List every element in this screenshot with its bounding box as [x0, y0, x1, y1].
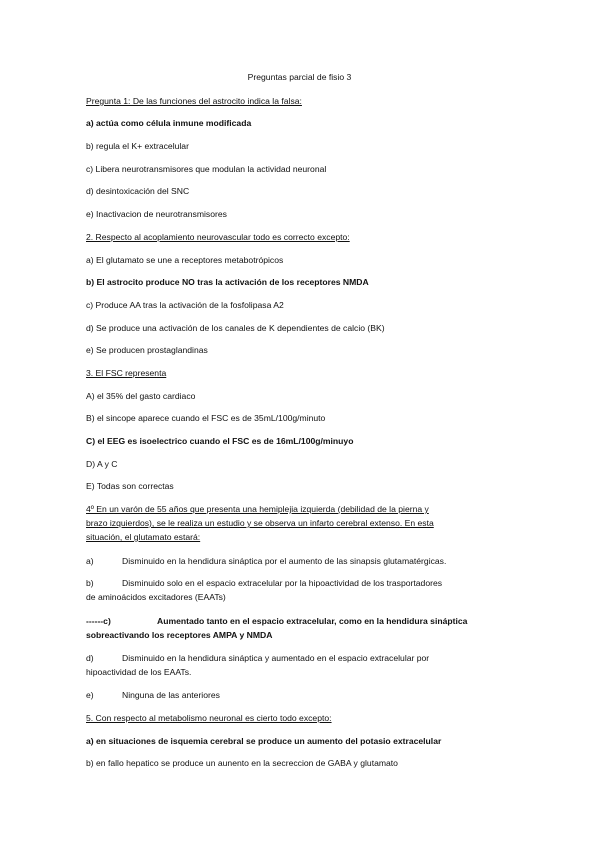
- question-4-option-d-label: d): [86, 653, 94, 663]
- question-4-option-e-label: e): [86, 690, 94, 700]
- question-4-heading-line-2: brazo izquierdos), se le realiza un estudio y se observa un infarto cerebral extenso. En esta: [86, 518, 434, 528]
- question-5-option-a: a) en situaciones de isquemia cerebral se produce un aumento del potasio extracelular: [86, 736, 442, 746]
- question-2-option-e: e) Se producen prostaglandinas: [86, 345, 208, 355]
- question-2-option-d: d) Se produce una activación de los canales de K dependientes de calcio (BK): [86, 323, 385, 333]
- question-1-option-b: b) regula el K+ extracelular: [86, 141, 189, 151]
- question-3-option-d: D) A y C: [86, 459, 118, 469]
- question-4-option-c-text-line-2: sobreactivando los receptores AMPA y NMDA: [86, 630, 273, 640]
- page-title: Preguntas parcial de fisio 3: [247, 72, 352, 82]
- question-4-option-b-text-line-1: Disminuido solo en el espacio extracelular por la hipoactividad de los trasportadores: [122, 578, 443, 588]
- question-1-option-d: d) desintoxicación del SNC: [86, 186, 190, 196]
- question-2-option-c: c) Produce AA tras la activación de la fosfolipasa A2: [86, 300, 284, 310]
- question-4-heading-line-3: situación, el glutamato estará:: [86, 532, 201, 542]
- question-1-heading: Pregunta 1: De las funciones del astrocito indica la falsa:: [86, 96, 302, 106]
- question-1-option-e: e) Inactivacion de neurotransmisores: [86, 209, 227, 219]
- question-5-heading: 5. Con respecto al metabolismo neuronal es cierto todo excepto:: [86, 713, 332, 723]
- question-3-option-b: B) el sincope aparece cuando el FSC es de 35mL/100g/minuto: [86, 413, 326, 423]
- question-4-option-c-text-line-1: Aumentado tanto en el espacio extracelular, como en la hendidura sináptica: [157, 616, 468, 626]
- question-2-heading: 2. Respecto al acoplamiento neurovascular todo es correcto excepto:: [86, 232, 350, 242]
- question-5-option-b: b) en fallo hepatico se produce un aunento en la secreccion de GABA y glutamato: [86, 758, 398, 768]
- question-3-option-a: A) el 35% del gasto cardiaco: [86, 391, 196, 401]
- question-4-option-e-text: Ninguna de las anteriores: [122, 690, 220, 700]
- question-4-option-b-text-line-2: de aminoácidos excitadores (EAATs): [86, 592, 226, 602]
- question-4-option-d-text-line-1: Disminuido en la hendidura sináptica y aumentado en el espacio extracelular por: [122, 653, 430, 663]
- question-4-option-d-text-line-2: hipoactividad de los EAATs.: [86, 667, 192, 677]
- question-4-heading-line-1: 4º En un varón de 55 años que presenta una hemiplejia izquierda (debilidad de la pierna y: [86, 504, 429, 514]
- question-2-option-b: b) El astrocito produce NO tras la activación de los receptores NMDA: [86, 277, 369, 287]
- question-4-option-c-label: ------c): [86, 616, 111, 626]
- question-3-option-e: E) Todas son correctas: [86, 481, 174, 491]
- question-3-heading: 3. El FSC representa: [86, 368, 167, 378]
- question-3-option-c: C) el EEG es isoelectrico cuando el FSC es de 16mL/100g/minuyo: [86, 436, 354, 446]
- question-1-option-c: c) Libera neurotransmisores que modulan la actividad neuronal: [86, 164, 327, 174]
- question-4-option-a-text: Disminuido en la hendidura sináptica por el aumento de las sinapsis glutamatérgicas.: [122, 556, 447, 566]
- question-2-option-a: a) El glutamato se une a receptores metabotrópicos: [86, 255, 284, 265]
- question-4-option-b-label: b): [86, 578, 94, 588]
- question-1-option-a: a) actúa como célula inmune modificada: [86, 118, 252, 128]
- question-4-option-a-label: a): [86, 556, 94, 566]
